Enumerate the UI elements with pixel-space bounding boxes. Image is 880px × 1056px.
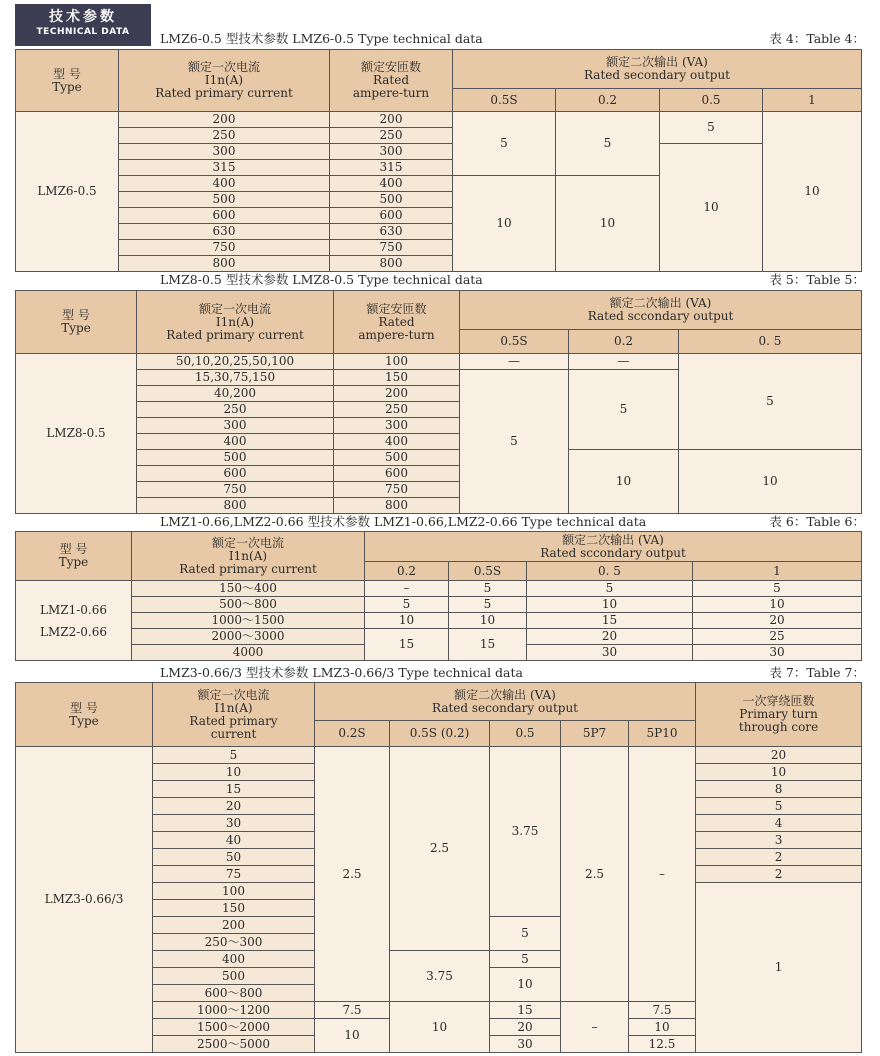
table-cell: 800	[334, 498, 460, 514]
table6-ref: 表 6：Table 6：	[769, 514, 865, 529]
table-cell: 2.5	[390, 747, 490, 951]
table-cell: 1000～1500	[132, 613, 365, 629]
table-cell: 3.75	[490, 747, 561, 917]
table-cell: 500	[119, 192, 330, 208]
table-cell: 10	[763, 112, 862, 272]
table-cell: 500	[330, 192, 453, 208]
table-cell: 15	[490, 1002, 561, 1019]
table6-model-lmz2: LMZ2-0.66	[39, 624, 107, 639]
table-cell: 500	[334, 450, 460, 466]
table7-class-5P7: 5P7	[561, 721, 629, 747]
table7-current-header: 额定一次电流 I1n(A) Rated primary current	[153, 683, 315, 747]
table-cell: 630	[330, 224, 453, 240]
table-cell: 5	[365, 597, 449, 613]
table6-models	[16, 581, 132, 661]
table-cell: 750	[334, 482, 460, 498]
table-cell: 5	[449, 581, 527, 597]
table-cell: 800	[137, 498, 334, 514]
table-cell: 20	[153, 798, 315, 815]
table4-class-0.5S: 0.5S	[453, 89, 556, 112]
table-cell: 750	[137, 482, 334, 498]
table-cell: 1500～2000	[153, 1019, 315, 1036]
table-cell: –	[365, 581, 449, 597]
table-cell: 10	[679, 450, 862, 514]
table-cell: 30	[527, 645, 693, 661]
table-cell: 250～300	[153, 934, 315, 951]
table-cell: 3.75	[390, 951, 490, 1002]
table-cell: 10	[569, 450, 679, 514]
technical-data-badge	[15, 4, 151, 46]
table7-class-0.5: 0.5	[490, 721, 561, 747]
table-cell: 600	[119, 208, 330, 224]
table7-model: LMZ3-0.66/3	[16, 747, 153, 1053]
table-cell: 5	[556, 112, 660, 176]
table-cell: 315	[119, 160, 330, 176]
table7-ref: 表 7：Table 7：	[769, 665, 865, 680]
table-cell: 630	[119, 224, 330, 240]
table-cell: 5	[569, 370, 679, 450]
table-cell: 12.5	[629, 1036, 696, 1053]
table-cell: 50	[153, 849, 315, 866]
table-cell: 8	[696, 781, 862, 798]
table-cell: 20	[490, 1019, 561, 1036]
table-cell: 400	[137, 434, 334, 450]
table-cell: 600	[334, 466, 460, 482]
table-cell: 400	[119, 176, 330, 192]
table-cell: 400	[330, 176, 453, 192]
table-cell: 40,200	[137, 386, 334, 402]
table-cell: 600	[137, 466, 334, 482]
table-cell: 15	[449, 629, 527, 661]
table4-ref: 表 4：Table 4：	[769, 31, 865, 46]
table-cell: 300	[119, 144, 330, 160]
table-cell: 250	[330, 128, 453, 144]
table-cell: 200	[119, 112, 330, 128]
table-cell: 50,10,20,25,50,100	[137, 354, 334, 370]
table-cell: 300	[330, 144, 453, 160]
table5-class-0.5S: 0.5S	[460, 330, 569, 354]
table-cell: 15	[365, 629, 449, 661]
table5-type-header: 型 号 Type	[16, 291, 137, 354]
table-cell: 400	[334, 434, 460, 450]
table6	[15, 531, 862, 661]
table5-class-0.5: 0. 5	[679, 330, 862, 354]
table4-ampere-header: 额定安匝数 Rated ampere-turn	[330, 50, 453, 112]
table-cell: –	[561, 1002, 629, 1053]
table-cell: 5	[490, 951, 561, 968]
table6-model-lmz1: LMZ1-0.66	[39, 602, 107, 617]
table-cell: 2000～3000	[132, 629, 365, 645]
table-cell: 2500～5000	[153, 1036, 315, 1053]
table7-class-0.2S: 0.2S	[315, 721, 390, 747]
table-cell: 10	[490, 968, 561, 1002]
table-cell: 10	[693, 597, 862, 613]
table-cell: 150	[153, 900, 315, 917]
table-cell: 10	[556, 176, 660, 272]
table-cell: 1000～1200	[153, 1002, 315, 1019]
table-cell: 200	[330, 112, 453, 128]
badge-title-en: TECHNICAL DATA	[36, 27, 130, 37]
table-cell: 200	[334, 386, 460, 402]
table-cell: 10	[153, 764, 315, 781]
table-cell: 10	[660, 144, 763, 272]
table-cell: 5	[693, 581, 862, 597]
table-cell: 10	[527, 597, 693, 613]
table-cell: 1	[696, 883, 862, 1053]
table-cell: 150～400	[132, 581, 365, 597]
table-cell: 30	[490, 1036, 561, 1053]
table-cell: –	[629, 747, 696, 1002]
table4	[15, 49, 862, 272]
table-cell: 7.5	[629, 1002, 696, 1019]
table6-class-1: 1	[693, 562, 862, 581]
table4-caption: LMZ6-0.5 型技术参数 LMZ6-0.5 Type technical data	[160, 31, 483, 46]
table5-class-0.2: 0.2	[569, 330, 679, 354]
table4-class-1: 1	[763, 89, 862, 112]
table-cell: 4000	[132, 645, 365, 661]
table5	[15, 290, 862, 514]
table6-type-header: 型 号 Type	[16, 532, 132, 581]
table5-caption: LMZ8-0.5 型技术参数 LMZ8-0.5 Type technical data	[160, 272, 483, 287]
table6-class-0.5S: 0.5S	[449, 562, 527, 581]
table-cell: —	[569, 354, 679, 370]
table-cell: 400	[153, 951, 315, 968]
table-cell: 600～800	[153, 985, 315, 1002]
table-cell: 5	[527, 581, 693, 597]
table-cell: —	[460, 354, 569, 370]
table-cell: 20	[693, 613, 862, 629]
table-cell: 5	[679, 354, 862, 450]
table5-model: LMZ8-0.5	[16, 354, 137, 514]
table-cell: 5	[696, 798, 862, 815]
table-cell: 300	[334, 418, 460, 434]
table-cell: 200	[153, 917, 315, 934]
table-cell: 5	[490, 917, 561, 951]
table-cell: 3	[696, 832, 862, 849]
table-cell: 5	[453, 112, 556, 176]
table7-class-5P10: 5P10	[629, 721, 696, 747]
table-cell: 2	[696, 866, 862, 883]
table-cell: 800	[119, 256, 330, 272]
table-cell: 15	[527, 613, 693, 629]
table6-current-header: 额定一次电流 I1n(A) Rated primary current	[132, 532, 365, 581]
table-cell: 10	[629, 1019, 696, 1036]
table-cell: 10	[315, 1019, 390, 1053]
table7	[15, 682, 862, 1053]
table-cell: 4	[696, 815, 862, 832]
table-cell: 15	[153, 781, 315, 798]
table5-ampere-header: 额定安匝数 Rated ampere-turn	[334, 291, 460, 354]
table-cell: 15,30,75,150	[137, 370, 334, 386]
table-cell: 40	[153, 832, 315, 849]
table-cell: 75	[153, 866, 315, 883]
badge-title-cn: 技术参数	[49, 9, 117, 25]
table-cell: 7.5	[315, 1002, 390, 1019]
table-cell: 600	[330, 208, 453, 224]
table-cell: 20	[696, 747, 862, 764]
table6-output-header: 额定二次输出 (VA) Rated sccondary output	[365, 532, 862, 562]
table6-class-0.2: 0.2	[365, 562, 449, 581]
table7-output-header: 额定二次输出 (VA) Rated secondary output	[315, 683, 696, 721]
table-cell: 30	[693, 645, 862, 661]
table-cell: 500	[137, 450, 334, 466]
table5-ref: 表 5：Table 5：	[769, 272, 865, 287]
table6-caption: LMZ1-0.66,LMZ2-0.66 型技术参数 LMZ1-0.66,LMZ2-0.66 Type technical data	[160, 514, 647, 529]
table4-model: LMZ6-0.5	[16, 112, 119, 272]
table-cell: 2.5	[561, 747, 629, 1002]
table-cell: 30	[153, 815, 315, 832]
table-cell: 5	[460, 370, 569, 514]
table-cell: 150	[334, 370, 460, 386]
table-cell: 5	[153, 747, 315, 764]
table-cell: 800	[330, 256, 453, 272]
table7-turn-header: 一次穿绕匝数 Primary turn through core	[696, 683, 862, 747]
table-cell: 750	[119, 240, 330, 256]
table-cell: 20	[527, 629, 693, 645]
table5-output-header: 额定二次输出 (VA) Rated sccondary output	[460, 291, 862, 330]
table-cell: 10	[449, 613, 527, 629]
table7-caption: LMZ3-0.66/3 型技术参数 LMZ3-0.66/3 Type technical data	[160, 665, 523, 680]
table4-class-0.2: 0.2	[556, 89, 660, 112]
table7-class-0.5S: 0.5S (0.2)	[390, 721, 490, 747]
table-cell: 300	[137, 418, 334, 434]
table-cell: 10	[453, 176, 556, 272]
table5-current-header: 额定一次电流 I1n(A) Rated primary current	[137, 291, 334, 354]
table-cell: 750	[330, 240, 453, 256]
table-cell: 10	[365, 613, 449, 629]
table4-class-0.5: 0.5	[660, 89, 763, 112]
table-cell: 250	[137, 402, 334, 418]
table-cell: 100	[334, 354, 460, 370]
table4-current-header: 额定一次电流 I1n(A) Rated primary current	[119, 50, 330, 112]
table-cell: 500～800	[132, 597, 365, 613]
table-cell: 250	[334, 402, 460, 418]
table-cell: 10	[390, 1002, 490, 1053]
table4-output-header: 额定二次输出 (VA) Rated secondary output	[453, 50, 862, 89]
table-cell: 25	[693, 629, 862, 645]
table6-class-0.5: 0. 5	[527, 562, 693, 581]
table-cell: 315	[330, 160, 453, 176]
table4-type-header: 型 号 Type	[16, 50, 119, 112]
table-cell: 5	[449, 597, 527, 613]
table-cell: 2.5	[315, 747, 390, 1002]
table-cell: 10	[696, 764, 862, 781]
table7-type-header: 型 号 Type	[16, 683, 153, 747]
table-cell: 2	[696, 849, 862, 866]
table-cell: 5	[660, 112, 763, 144]
table-cell: 500	[153, 968, 315, 985]
table-cell: 250	[119, 128, 330, 144]
table-cell: 100	[153, 883, 315, 900]
